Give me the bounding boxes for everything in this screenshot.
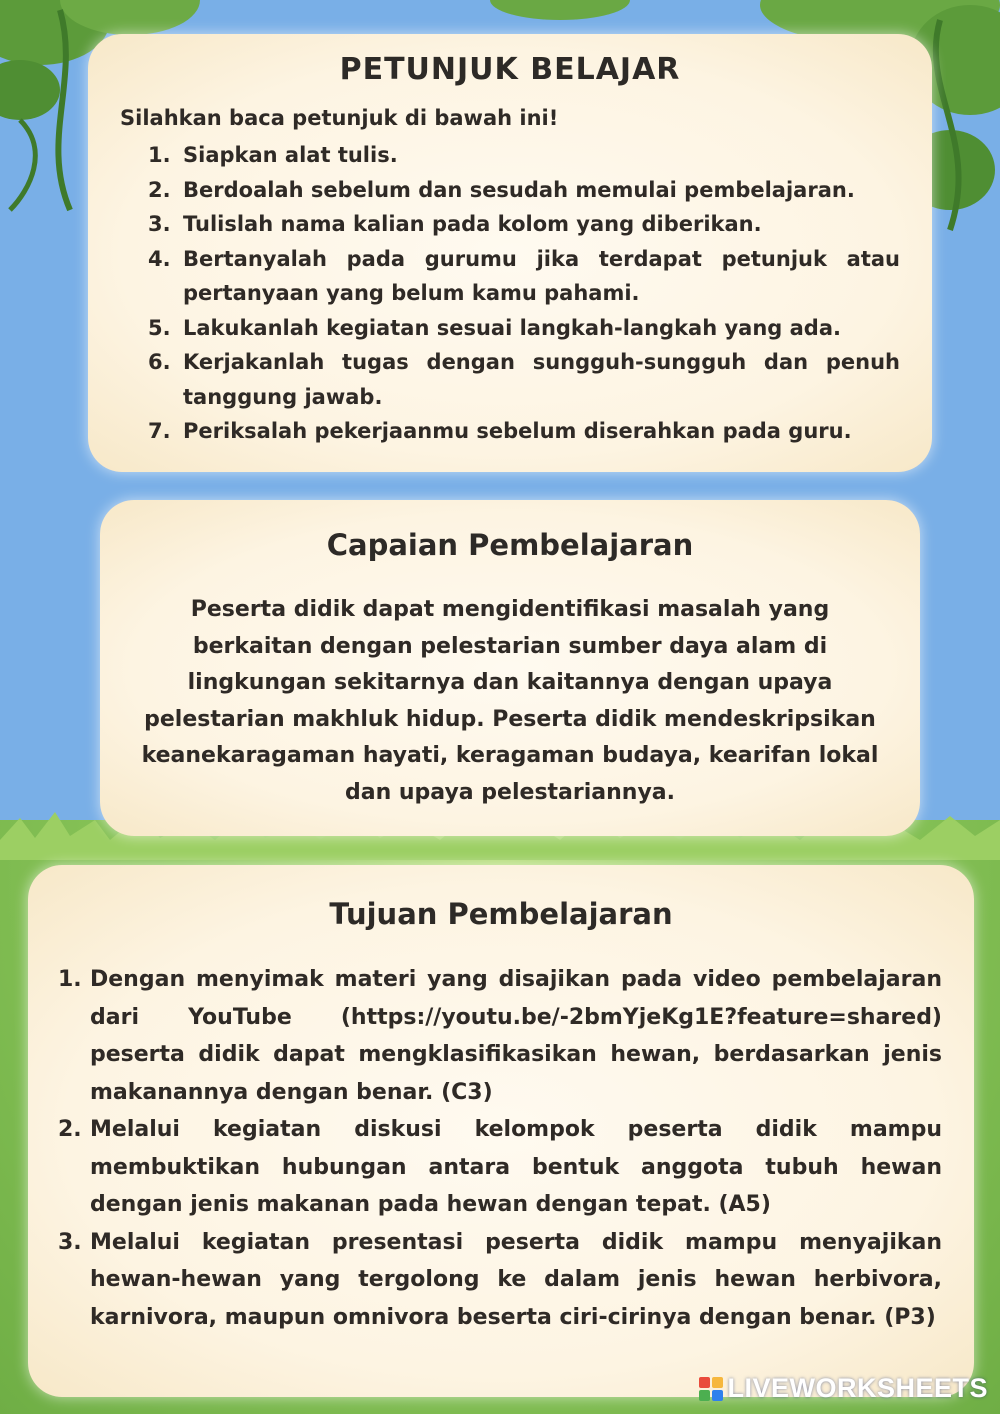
instructions-intro: Silahkan baca petunjuk di bawah ini! xyxy=(120,106,559,130)
item-number: 7. xyxy=(148,419,171,443)
item-number: 1. xyxy=(148,143,171,167)
item-number: 3. xyxy=(148,212,171,236)
learning-goals-title: Tujuan Pembelajaran xyxy=(329,897,673,931)
goal-number: 1. xyxy=(58,967,82,992)
goal-number: 2. xyxy=(58,1117,82,1142)
logo-square xyxy=(712,1377,723,1388)
liveworksheets-logo-icon xyxy=(699,1377,723,1401)
instruction-item xyxy=(148,311,900,346)
item-text: Periksalah pekerjaanmu sebelum diserahkan pada guru. xyxy=(183,419,852,443)
goal-text: Melalui kegiatan presentasi peserta didik mampu menyajikan hewan-hewan yang tergolong ke dalam jenis hewan herbivora, karnivora, maupun omnivora beserta ciri-cirinya dengan benar. (P3) xyxy=(90,1229,942,1330)
item-number: 2. xyxy=(148,177,171,202)
item-number: 5. xyxy=(148,315,171,340)
instructions-title: PETUNJUK BELAJAR xyxy=(339,52,681,87)
instruction-item xyxy=(148,345,900,414)
instruction-item xyxy=(148,414,900,449)
instructions-card xyxy=(88,34,932,472)
item-text: Tulislah nama kalian pada kolom yang diberikan. xyxy=(183,212,762,236)
goal-text: Dengan menyimak materi yang disajikan pada video pembelajaran dari YouTube (https://youtu.be/-2bmYjeKg1E?feature=shared) peserta didik dapat mengklasifikasikan hewan, berdasarkan jenis makanannya dengan benar. (C3) xyxy=(90,967,942,1105)
goal-number: 3. xyxy=(58,1229,82,1255)
goal-item xyxy=(58,1111,942,1224)
item-text: Bertanyalah pada gurumu jika terdapat petunjuk atau pertanyaan yang belum kamu pahami. xyxy=(183,246,900,305)
instruction-item xyxy=(148,173,900,208)
item-text: Kerjakanlah tugas dengan sungguh-sungguh dan penuh tanggung jawab. xyxy=(183,350,900,409)
item-text: Lakukanlah kegiatan sesuai langkah-langkah yang ada. xyxy=(183,315,841,340)
brand-name: LIVEWORKSHEETS xyxy=(727,1373,988,1403)
instruction-item xyxy=(148,207,900,242)
learning-goals-list xyxy=(58,961,942,1336)
logo-square xyxy=(712,1390,723,1401)
instruction-item xyxy=(148,242,900,311)
learning-goals-card xyxy=(28,865,974,1397)
item-number: 4. xyxy=(148,246,171,271)
learning-outcome-text: Peserta didik dapat mengidentifikasi masalah yang berkaitan dengan pelestarian sumber daya alam di lingkungan sekitarnya dan kaitannya dengan upaya pelestarian makhluk hidup. Peserta didik mendeskripsikan keanekaragaman hayati, keragaman budaya, kearifan lokal dan upaya pelestariannya. xyxy=(141,597,879,805)
learning-outcome-card xyxy=(100,500,920,836)
logo-square xyxy=(699,1377,710,1388)
instruction-item xyxy=(148,138,900,173)
item-number: 6. xyxy=(148,350,171,374)
instructions-list xyxy=(148,138,900,449)
goal-item xyxy=(58,961,942,1111)
logo-square xyxy=(699,1390,710,1401)
item-text: Siapkan alat tulis. xyxy=(183,143,398,167)
goal-text: Melalui kegiatan diskusi kelompok peserta didik mampu membuktikan hubungan antara bentuk anggota tubuh hewan dengan jenis makanan pada hewan dengan tepat. (A5) xyxy=(90,1117,942,1217)
item-text: Berdoalah sebelum dan sesudah memulai pembelajaran. xyxy=(183,177,855,202)
learning-outcome-title: Capaian Pembelajaran xyxy=(326,528,694,562)
liveworksheets-watermark xyxy=(699,1373,988,1404)
goal-item xyxy=(58,1224,942,1337)
